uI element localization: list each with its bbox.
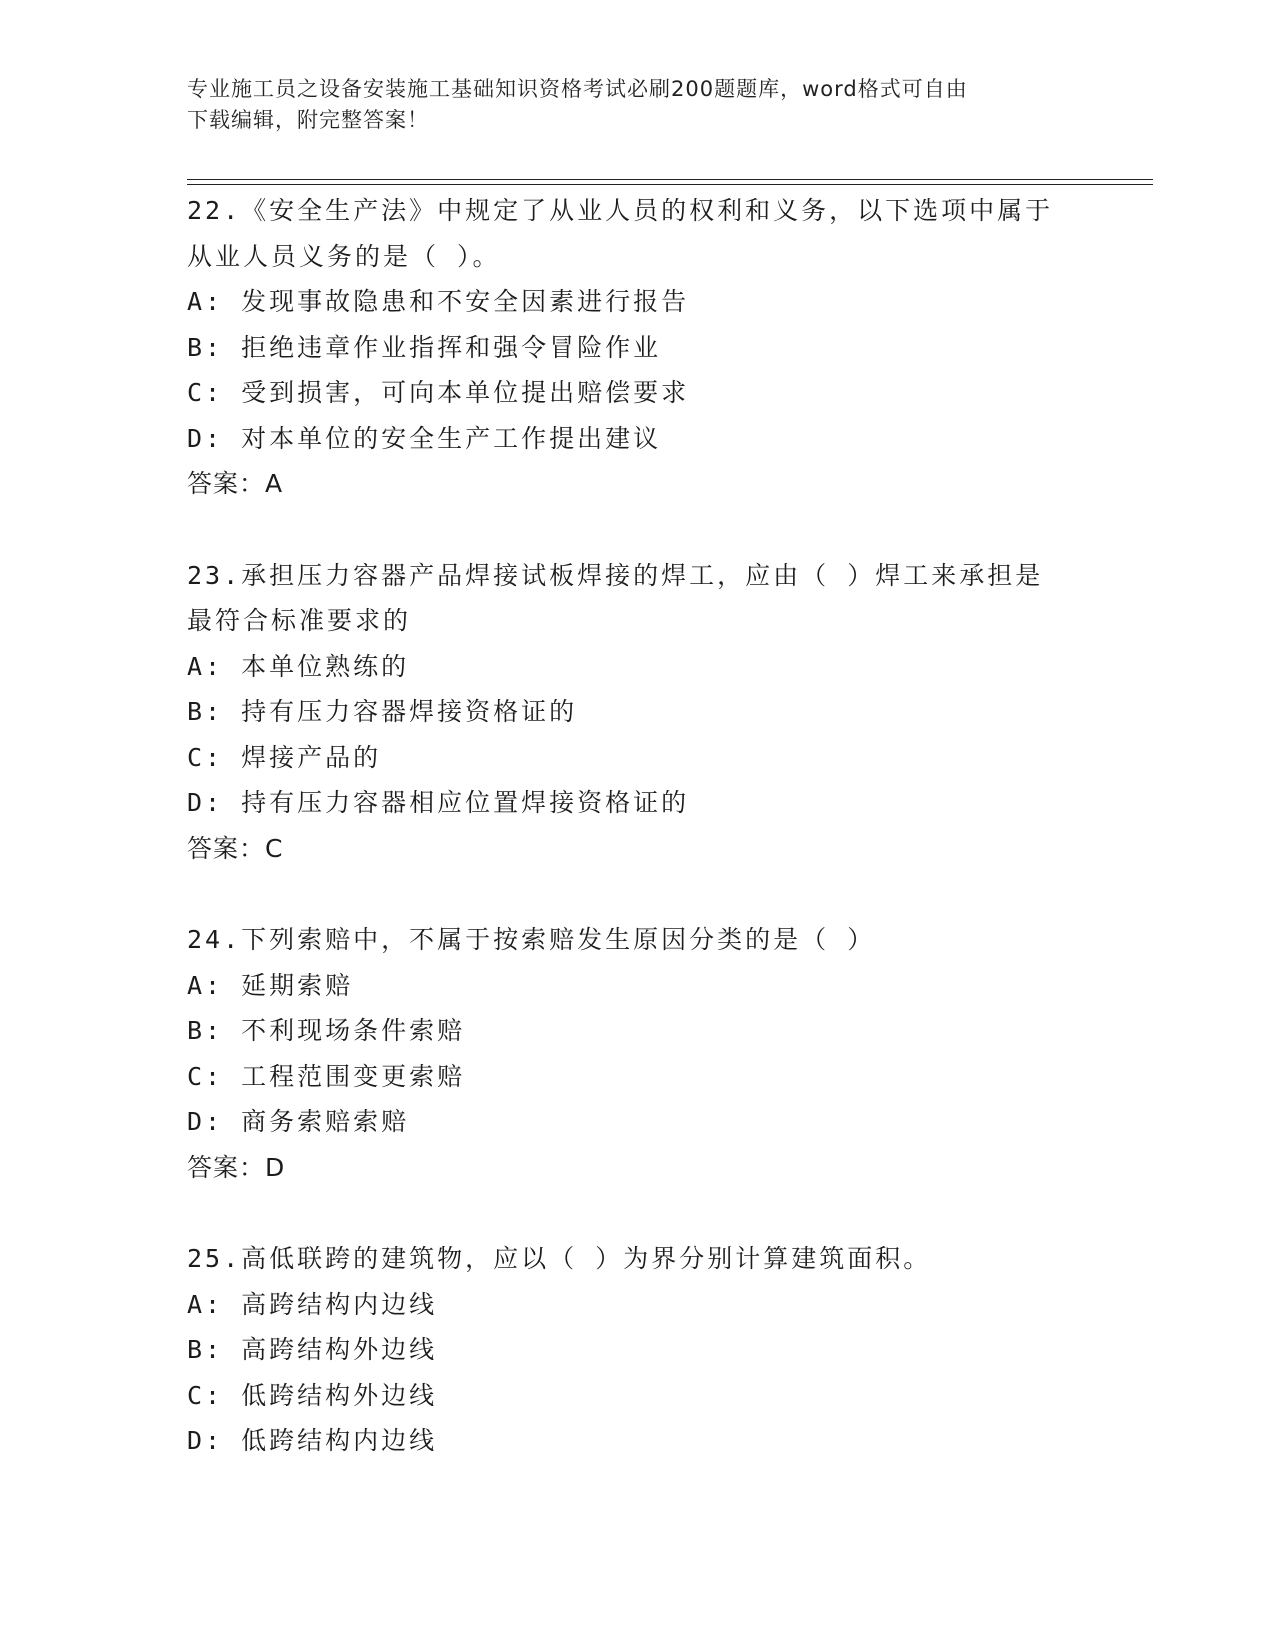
header-line-2: 下载编辑，附完整答案！	[187, 108, 429, 132]
option-b: B: 拒绝违章作业指挥和强令冒险作业	[187, 332, 662, 362]
option-d: D: 商务索赔索赔	[187, 1107, 410, 1136]
question-spacer	[187, 871, 1087, 917]
question-list	[187, 188, 1087, 1464]
header-line-1: 专业施工员之设备安装施工基础知识资格考试必刷200题题库，word格式可自由	[187, 77, 968, 101]
option-b: B: 不利现场条件索赔	[187, 1016, 466, 1045]
answer: 答案：A	[187, 469, 284, 498]
document-header	[187, 74, 1087, 136]
option-d: D: 持有压力容器相应位置焊接资格证的	[187, 788, 690, 817]
question-stem-continued: 最符合标准要求的	[187, 606, 412, 635]
header-divider-bottom	[187, 184, 1153, 185]
question-stem: 23.承担压力容器产品焊接试板焊接的焊工，应由（ ）焊工来承担是	[187, 560, 1044, 590]
option-a: A: 本单位熟练的	[187, 651, 410, 681]
question-spacer	[187, 507, 1087, 553]
option-a: A: 延期索赔	[187, 970, 354, 1000]
option-a: A: 高跨结构内边线	[187, 1289, 438, 1319]
question-22	[187, 188, 1087, 507]
option-d: D: 对本单位的安全生产工作提出建议	[187, 423, 662, 453]
question-spacer	[187, 1190, 1087, 1236]
option-b: B: 持有压力容器焊接资格证的	[187, 697, 578, 726]
option-d: D: 低跨结构内边线	[187, 1426, 438, 1455]
option-c: C: 焊接产品的	[187, 742, 382, 772]
option-c: C: 受到损害，可向本单位提出赔偿要求	[187, 378, 690, 407]
option-c: C: 工程范围变更索赔	[187, 1061, 466, 1091]
answer: 答案：C	[187, 833, 284, 863]
question-stem: 24.下列索赔中，不属于按索赔发生原因分类的是（ ）	[187, 925, 876, 954]
question-25	[187, 1236, 1087, 1464]
question-stem-continued: 从业人员义务的是（ ）。	[187, 241, 501, 271]
answer: 答案：D	[187, 1152, 286, 1182]
question-stem: 25.高低联跨的建筑物，应以（ ）为界分别计算建筑面积。	[187, 1244, 932, 1273]
option-c: C: 低跨结构外边线	[187, 1380, 438, 1410]
question-stem: 22.《安全生产法》中规定了从业人员的权利和义务，以下选项中属于	[187, 196, 1054, 225]
header-divider-top	[187, 179, 1153, 180]
option-b: B: 高跨结构外边线	[187, 1335, 438, 1364]
option-a: A: 发现事故隐患和不安全因素进行报告	[187, 287, 690, 316]
question-23	[187, 553, 1087, 872]
question-24	[187, 917, 1087, 1190]
